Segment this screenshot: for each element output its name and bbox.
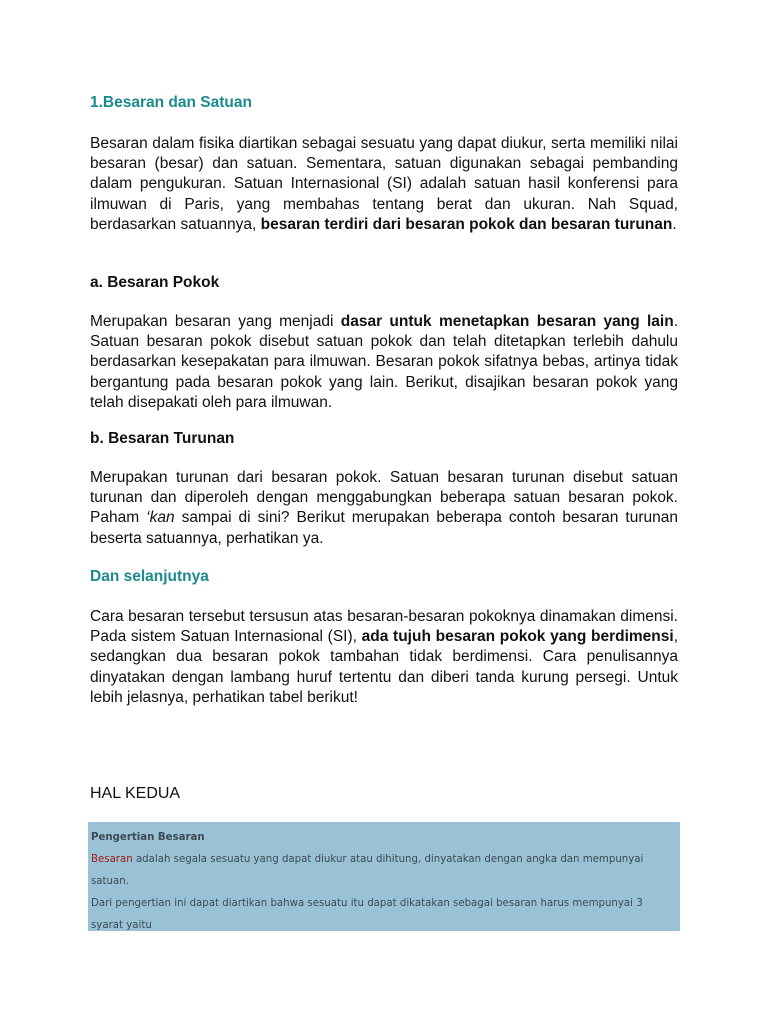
hal-kedua-heading: HAL KEDUA: [90, 785, 181, 802]
paragraph-text: Merupakan besaran yang menjadi: [90, 313, 341, 330]
italic-text: ‘kan: [146, 509, 175, 527]
paragraph-text: Besaran dalam fisika diartikan sebagai sesuatu yang dapat diukur, serta memiliki nilai besaran (besar) dan satuan. Sementara, satuan digunakan sebagai pembanding dalam pengukuran. Satuan Internasional (SI) adalah satuan hasil konferensi para ilmuwan di Paris, yang membahas tentang berat dan ukuran. Nah Squad, berdasarkan satuannya,: [90, 135, 678, 233]
paragraph-besaran-pokok: [90, 312, 678, 413]
box-line-definition: [91, 849, 676, 893]
bold-text: ada tujuh besaran pokok yang berdimensi: [361, 628, 674, 646]
paragraph-text: , sedangkan dua besaran pokok tambahan tidak berdimensi. Cara penulisannya dinyatakan dengan lambang huruf tertentu dan diberi tanda kurung persegi. Untuk lebih jelasnya, perhatikan tabel berikut!: [90, 628, 678, 706]
box-text: adalah segala sesuatu yang dapat diukur atau dihitung, dinyatakan dengan angka dan mempunyai satuan.: [91, 854, 644, 887]
paragraph-end: .: [672, 215, 677, 233]
paragraph-besaran-dan-satuan: [90, 134, 678, 235]
section-title-dan-selanjutnya: Dan selanjutnya: [90, 568, 209, 585]
box-title: Pengertian Besaran: [91, 832, 205, 843]
box-line-syarat: Dari pengertian ini dapat diartikan bahwa sesuatu itu dapat dikatakan sebagai besaran harus mempunyai 3 syarat yaitu: [91, 898, 643, 931]
section-title-besaran-dan-satuan: 1.Besaran dan Satuan: [90, 94, 252, 111]
paragraph-text: Cara besaran tersebut tersusun atas besaran-besaran pokoknya dinamakan dimensi. Pada sistem Satuan Internasional (SI),: [90, 608, 678, 646]
pengertian-besaran-box: [88, 822, 680, 931]
paragraph-dimensi: [90, 607, 678, 708]
paragraph-text: Merupakan turunan dari besaran pokok. Satuan besaran turunan disebut satuan turunan dan diperoleh dengan menggabungkan beberapa satuan besaran pokok. Paham: [90, 469, 678, 527]
section-title-besaran-pokok: a. Besaran Pokok: [90, 274, 220, 291]
besaran-link[interactable]: Besaran: [91, 854, 133, 865]
paragraph-text: . Satuan besaran pokok disebut satuan pokok dan telah ditetapkan terlebih dahulu berdasarkan kesepakatan para ilmuwan. Besaran pokok sifatnya bebas, artinya tidak bergantung pada besaran pokok yang lain. Berikut, disajikan besaran pokok yang telah disepakati oleh para ilmuwan.: [90, 313, 678, 411]
section-title-besaran-turunan: b. Besaran Turunan: [90, 430, 235, 447]
paragraph-besaran-turunan: [90, 468, 678, 549]
paragraph-text: sampai di sini? Berikut merupakan beberapa contoh besaran turunan beserta satuannya, perhatikan ya.: [90, 509, 678, 547]
bold-text: dasar untuk menetapkan besaran yang lain: [340, 313, 674, 330]
bold-text: besaran terdiri dari besaran pokok dan besaran turunan: [260, 215, 673, 233]
